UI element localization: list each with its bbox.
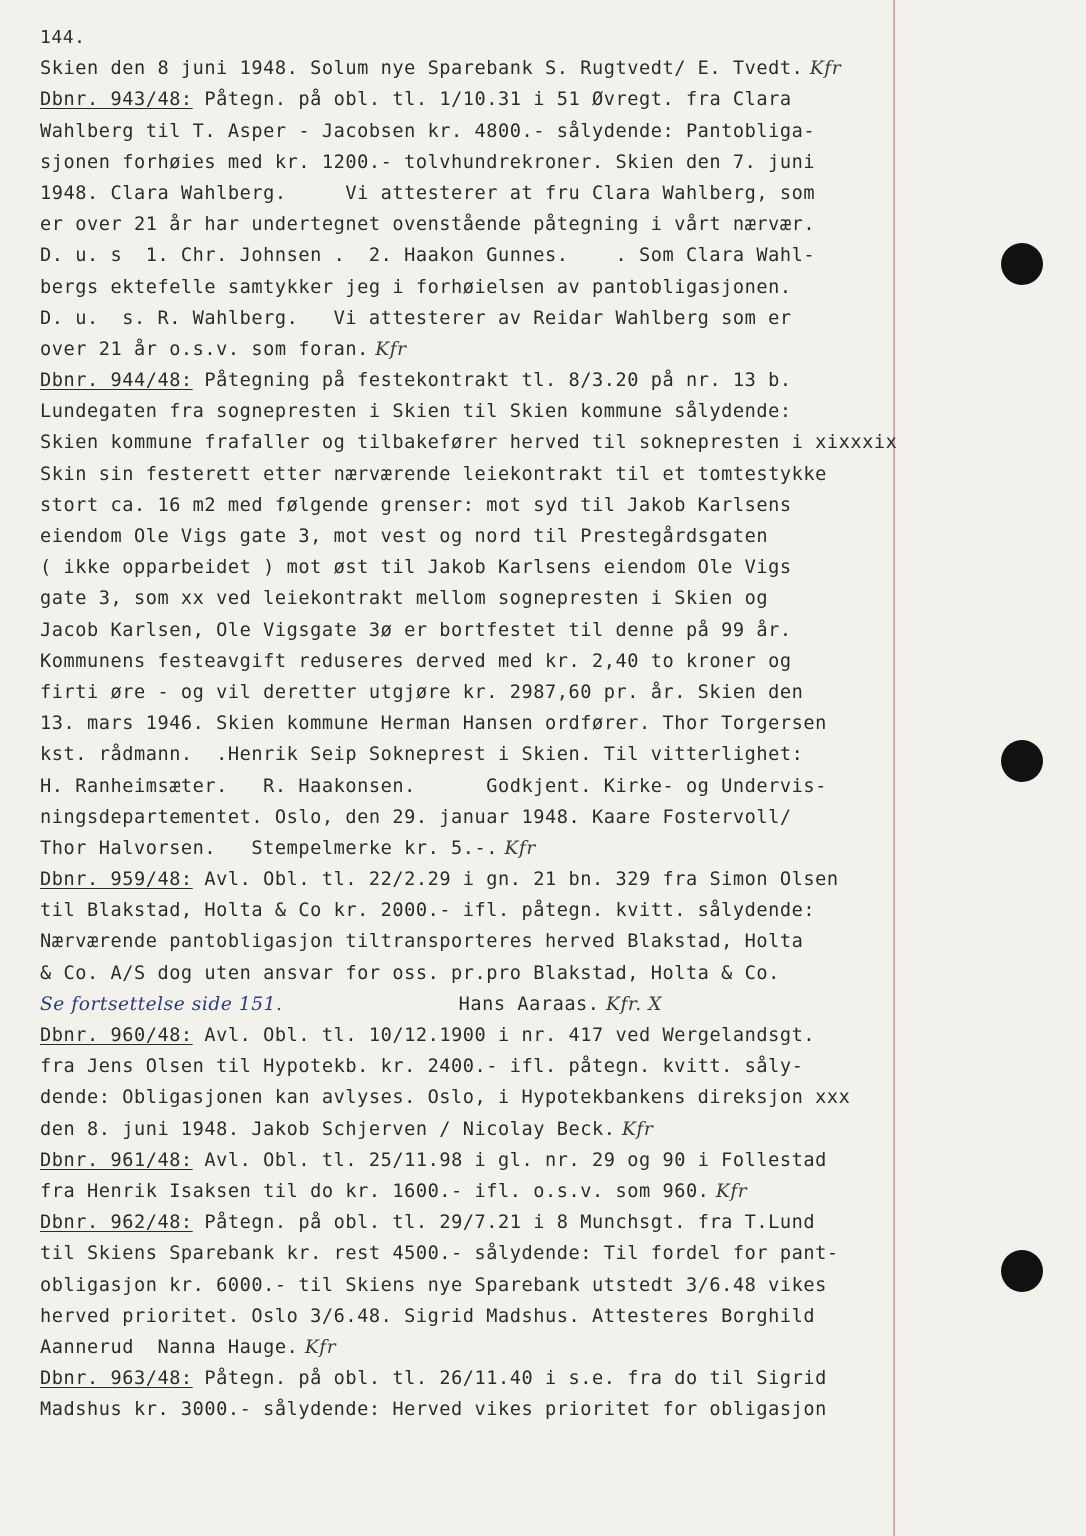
text-line	[40, 1145, 940, 1176]
entry-reference: Dbnr. 962/48:	[40, 1212, 193, 1234]
text-line	[40, 209, 940, 240]
text-line	[40, 1082, 940, 1113]
line-text: bergs ektefelle samtykker jeg i forhøielsen av pantobligasjonen.	[40, 276, 792, 298]
line-text: til Skiens Sparebank kr. rest 4500.- sålydende: Til fordel for pant-	[40, 1243, 839, 1265]
line-text: Jacob Karlsen, Ole Vigsgate 3ø er bortfestet til denne på 99 år.	[40, 619, 792, 641]
text-line	[40, 1114, 940, 1145]
line-text: Thor Halvorsen. Stempelmerke kr. 5.-.	[40, 837, 499, 859]
line-text: 1948. Clara Wahlberg. Vi attesterer at fru Clara Wahlberg, som	[40, 182, 816, 204]
text-line	[40, 1394, 940, 1425]
line-text: herved prioritet. Oslo 3/6.48. Sigrid Madshus. Attesteres Borghild	[40, 1305, 816, 1327]
text-line	[40, 116, 940, 147]
line-text: ningsdepartementet. Oslo, den 29. januar 1948. Kaare Fostervoll/	[40, 806, 792, 828]
text-line	[40, 1207, 940, 1238]
line-text: den 8. juni 1948. Jakob Schjerven / Nicolay Beck.	[40, 1118, 616, 1140]
punch-hole	[1001, 243, 1043, 285]
line-text: Skin sin festerett etter nærværende leiekontrakt til et tomtestykke	[40, 463, 827, 485]
line-text: Nærværende pantobligasjon tiltransporteres herved Blakstad, Holta	[40, 931, 804, 953]
entry-reference: Dbnr. 944/48:	[40, 370, 193, 392]
line-text: fra Henrik Isaksen til do kr. 1600.- ifl. o.s.v. som 960.	[40, 1180, 710, 1202]
initials-signature: Kfr	[368, 338, 407, 360]
line-text: Hans Aaraas.	[282, 993, 600, 1015]
text-line	[40, 802, 940, 833]
text-line	[40, 459, 940, 490]
line-text: stort ca. 16 m2 med følgende grenser: mot syd til Jakob Karlsens	[40, 494, 792, 516]
initials-signature: Kfr	[298, 1336, 337, 1358]
text-lines	[40, 53, 940, 1425]
line-text: Avl. Obl. tl. 10/12.1900 i nr. 417 ved Wergelandsgt.	[192, 1025, 816, 1046]
punch-hole	[1001, 740, 1043, 782]
text-line	[40, 708, 940, 739]
line-text: & Co. A/S dog uten ansvar for oss. pr.pro Blakstad, Holta & Co.	[40, 962, 780, 984]
text-line	[40, 303, 940, 334]
text-line	[40, 334, 940, 365]
line-text: Avl. Obl. tl. 22/2.29 i gn. 21 bn. 329 fra Simon Olsen	[192, 869, 839, 891]
text-line	[40, 272, 940, 303]
text-line	[40, 989, 940, 1020]
text-line	[40, 521, 940, 552]
line-text: firti øre - og vil deretter utgjøre kr. 2987,60 pr. år. Skien den	[40, 681, 804, 703]
text-line	[40, 84, 940, 115]
line-text: eiendom Ole Vigs gate 3, mot vest og nord til Prestegårdsgaten	[40, 526, 769, 547]
text-line	[40, 926, 940, 957]
initials-signature: Kfr	[615, 1118, 654, 1140]
entry-reference: Dbnr. 959/48:	[40, 869, 193, 891]
line-text: Kommunens festeavgift reduseres derved med kr. 2,40 to kroner og	[40, 650, 792, 672]
entry-reference: Dbnr. 960/48:	[40, 1025, 193, 1046]
line-text: Påtegning på festekontrakt tl. 8/3.20 på nr. 13 b.	[192, 370, 792, 392]
text-line	[40, 1301, 940, 1332]
line-text: H. Ranheimsæter. R. Haakonsen. Godkjent. Kirke- og Undervis-	[40, 775, 827, 797]
line-text: fra Jens Olsen til Hypotekb. kr. 2400.- ifl. påtegn. kvitt. såly-	[40, 1056, 804, 1078]
line-text: dende: Obligasjonen kan avlyses. Oslo, i Hypotekbankens direksjon xxx	[40, 1087, 851, 1109]
text-line	[40, 1332, 940, 1363]
line-text: kst. rådmann. .Henrik Seip Sokneprest i Skien. Til vitterlighet:	[40, 744, 804, 766]
punch-hole	[1001, 1250, 1043, 1292]
line-text: D. u. s. R. Wahlberg. Vi attesterer av Reidar Wahlberg som er	[40, 307, 792, 329]
line-text: ( ikke opparbeidet ) mot øst til Jakob Karlsens eiendom Ole Vigs	[40, 557, 792, 579]
line-text: Wahlberg til T. Asper - Jacobsen kr. 4800.- sålydende: Pantobliga-	[40, 120, 816, 142]
line-text: over 21 år o.s.v. som foran.	[40, 338, 369, 360]
text-line	[40, 833, 940, 864]
text-line	[40, 1051, 940, 1082]
text-line	[40, 646, 940, 677]
text-line	[40, 1238, 940, 1269]
text-line	[40, 490, 940, 521]
text-line	[40, 240, 940, 271]
initials-signature: Kfr	[803, 58, 842, 80]
entry-reference: Dbnr. 961/48:	[40, 1149, 193, 1171]
line-text: er over 21 år har undertegnet ovenstående påtegning i vårt nærvær.	[40, 214, 816, 236]
text-line	[40, 771, 940, 802]
line-text: obligasjon kr. 6000.- til Skiens nye Sparebank utstedt 3/6.48 vikes	[40, 1274, 827, 1296]
line-text: 13. mars 1946. Skien kommune Herman Hansen ordfører. Thor Torgersen	[40, 713, 827, 735]
text-line	[40, 396, 940, 427]
text-line	[40, 1176, 940, 1207]
text-line	[40, 427, 940, 458]
text-line	[40, 677, 940, 708]
initials-signature: Kfr. X	[599, 993, 662, 1015]
line-text: Påtegn. på obl. tl. 26/11.40 i s.e. fra do til Sigrid	[192, 1368, 827, 1390]
line-text: Skien kommune frafaller og tilbakefører herved til soknepresten i xixxxix	[40, 432, 898, 454]
line-text: sjonen forhøies med kr. 1200.- tolvhundrekroner. Skien den 7. juni	[40, 151, 816, 173]
handwritten-note: Se fortsettelse side 151.	[40, 993, 283, 1015]
text-line	[40, 864, 940, 895]
text-line	[40, 1363, 940, 1394]
initials-signature: Kfr	[498, 837, 536, 859]
text-line	[40, 53, 940, 84]
text-line	[40, 365, 940, 396]
line-text: til Blakstad, Holta & Co kr. 2000.- ifl. påtegn. kvitt. sålydende:	[40, 900, 816, 922]
line-text: Påtegn. på obl. tl. 1/10.31 i 51 Øvregt. fra Clara	[192, 89, 792, 111]
line-text: D. u. s 1. Chr. Johnsen . 2. Haakon Gunnes. . Som Clara Wahl-	[40, 245, 816, 267]
entry-reference: Dbnr. 943/48:	[40, 89, 193, 111]
page-number: 144.	[40, 27, 86, 48]
line-text: gate 3, som xx ved leiekontrakt mellom sognepresten i Skien og	[40, 588, 769, 610]
text-line	[40, 583, 940, 614]
line-text: Skien den 8 juni 1948. Solum nye Sparebank S. Rugtvedt/ E. Tvedt.	[40, 58, 804, 80]
line-text: Lundegaten fra sognepresten i Skien til Skien kommune sålydende:	[40, 401, 792, 423]
line-text: Påtegn. på obl. tl. 29/7.21 i 8 Munchsgt. fra T.Lund	[192, 1212, 816, 1234]
text-line	[40, 615, 940, 646]
text-line	[40, 1270, 940, 1301]
text-line	[40, 552, 940, 583]
text-line	[40, 895, 940, 926]
line-text: Avl. Obl. tl. 25/11.98 i gl. nr. 29 og 90 i Follestad	[192, 1149, 827, 1171]
line-text: Aannerud Nanna Hauge.	[40, 1336, 299, 1358]
initials-signature: Kfr	[709, 1180, 748, 1202]
text-line	[40, 739, 940, 770]
entry-reference: Dbnr. 963/48:	[40, 1368, 193, 1390]
text-line	[40, 147, 940, 178]
text-line	[40, 178, 940, 209]
line-text: Madshus kr. 3000.- sålydende: Herved vikes prioritet for obligasjon	[40, 1399, 827, 1421]
document-body	[40, 22, 940, 1425]
text-line	[40, 1020, 940, 1051]
text-line	[40, 958, 940, 989]
